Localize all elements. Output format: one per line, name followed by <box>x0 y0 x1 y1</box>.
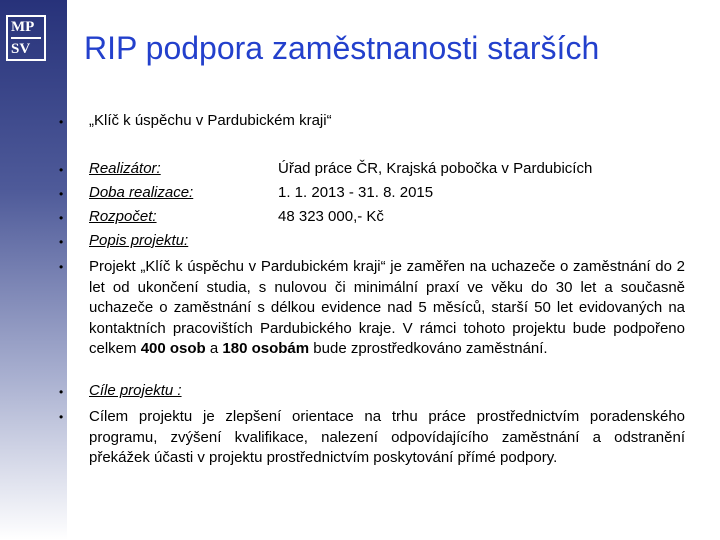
description-text: a <box>205 340 223 357</box>
bullet: • <box>59 410 64 424</box>
description-text: bude zprostředkováno zaměstnání. <box>309 340 548 357</box>
bullet: • <box>59 163 64 177</box>
bullet: • <box>59 211 64 225</box>
goals-label: Cíle projektu : <box>89 382 182 399</box>
rozpocet-value: 48 323 000,- Kč <box>278 208 384 225</box>
bullet: • <box>59 235 64 249</box>
doba-label: Doba realizace: <box>89 184 194 201</box>
description-text: Projekt „Klíč k úspěchu v Pardubickém kraji“ je zaměřen na uchazeče o zaměstnání do 2 let od ukončení studia, s nulovou či minimální praxí ve věku do 30 let a současně uchazeče o zaměstnání s délkou evidence nad 5 měsíců, starší 50 let evidovaných na kontaktních pracovištích Pardubického kraje. V rámci tohoto projektu bude podpořeno celkem <box>89 258 685 357</box>
rozpocet-label: Rozpočet: <box>89 208 157 225</box>
popis-label: Popis projektu: <box>89 232 189 249</box>
project-description <box>89 257 685 360</box>
description-bold-osob: 400 osob <box>140 340 206 357</box>
logo-text-1: MP <box>11 19 35 35</box>
slide-title: RIP podpora zaměstnanosti starších <box>84 30 600 66</box>
realizator-value: Úřad práce ČR, Krajská pobočka v Pardubicích <box>278 160 593 177</box>
doba-value: 1. 1. 2013 - 31. 8. 2015 <box>278 184 434 201</box>
project-name: „Klíč k úspěchu v Pardubickém kraji“ <box>89 112 332 129</box>
description-bold-osobam: 180 osobám <box>222 340 310 357</box>
goals-text: Cílem projektu je zlepšení orientace na trhu práce prostřednictvím poradenského programu, zvýšení kvalifikace, nalezení odpovídajícího zaměstnání a odstranění překážek účasti v projektu prostřednictvím poskytování přímé podpory. <box>89 408 685 466</box>
logo-text-2: SV <box>11 41 31 57</box>
realizator-label: Realizátor: <box>89 160 161 177</box>
bullet: • <box>59 187 64 201</box>
bullet: • <box>59 260 64 274</box>
bullet: • <box>59 115 64 129</box>
bullet: • <box>59 385 64 399</box>
